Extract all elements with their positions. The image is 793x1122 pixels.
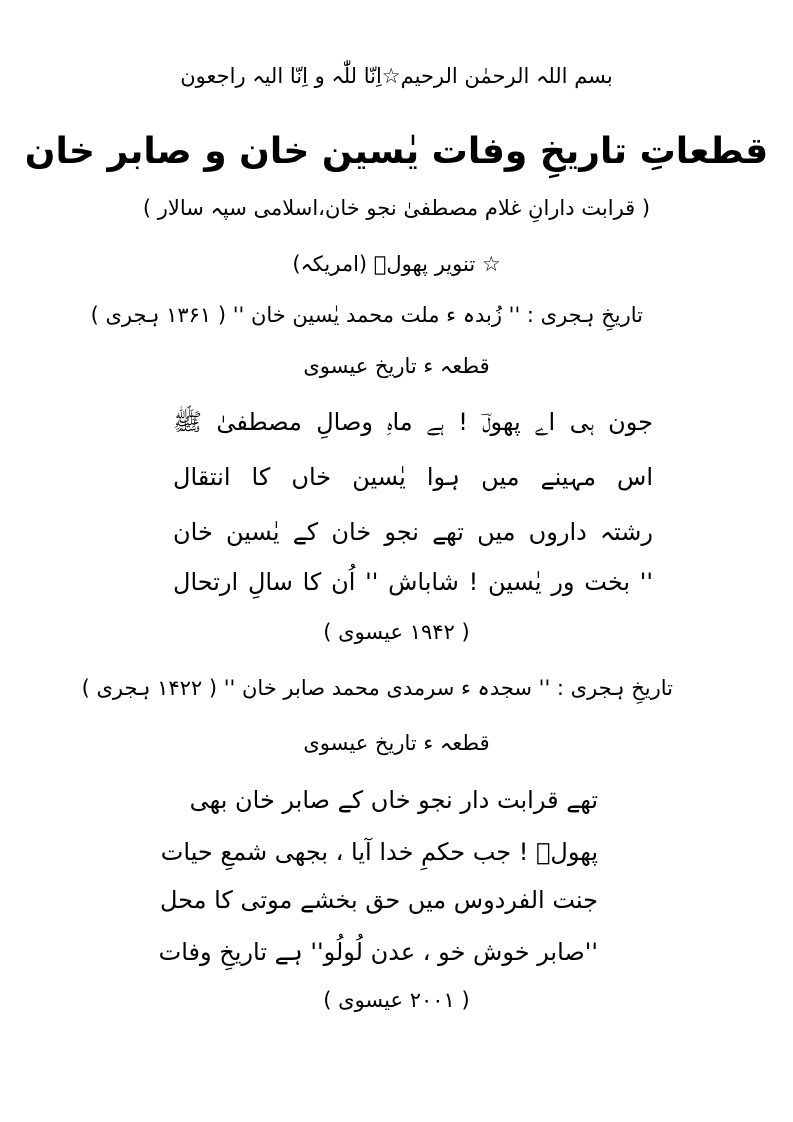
section-heading-2: قطعہ ء تاریخ عیسوی bbox=[303, 731, 490, 755]
page-title: قطعاتِ تاریخِ وفات یٰسین خان و صابر خان bbox=[24, 131, 769, 172]
verse-line: پھولؔ ! جب حکمِ خدا آیا ، بجھی شمعِ حیات bbox=[160, 838, 598, 866]
year-line-1: ( ۱۹۴۲ عیسوی ) bbox=[323, 620, 470, 644]
verse-line: اس مہینے میں ہوا یٰسین خاں کا انتقال bbox=[173, 463, 653, 491]
verse-line: تھے قرابت دار نجو خاں کے صابر خان بھی bbox=[189, 786, 598, 814]
verse-line: '' بخت ور یٰسین ! شاباش '' اُن کا سالِ ارتحال bbox=[173, 568, 653, 596]
hijri-date-line-1: تاریخِ ہجری : '' زُبدہ ء ملت محمد یٰسین خان '' ( ۱۳۶۱ ہجری ) bbox=[90, 303, 643, 327]
verse-line: جنت الفردوس میں حق بخشے موتی کا محل bbox=[159, 886, 598, 914]
basmala-line: بسم اللہ الرحمٰن الرحیم☆اِنّا للّٰہ و اِنّا الیہ راجعون bbox=[180, 64, 613, 88]
hijri-date-line-2: تاریخِ ہجری : '' سجدہ ء سرمدی محمد صابر خان '' ( ۱۴۲۲ ہجری ) bbox=[81, 676, 673, 700]
section-heading-1: قطعہ ء تاریخ عیسوی bbox=[303, 354, 490, 378]
verse-line: ''صابر خوش خو ، عدن لُولُو'' ہے تاریخِ وفات bbox=[158, 938, 598, 966]
author-line: ☆ تنویر پھولؔ (امریکہ) bbox=[292, 252, 501, 276]
year-line-2: ( ۲۰۰۱ عیسوی ) bbox=[323, 988, 470, 1012]
page-subtitle: ( قرابت دارانِ غلام مصطفیٰ نجو خان،اسلامی سپہ سالار ) bbox=[142, 196, 651, 220]
verse-line: جون ہی اے پھولؔ ! ہے ماہِ وصالِ مصطفیٰ ﷺ bbox=[173, 408, 653, 436]
verse-line: رشتہ داروں میں تھے نجو خان کے یٰسین خان bbox=[173, 518, 653, 546]
